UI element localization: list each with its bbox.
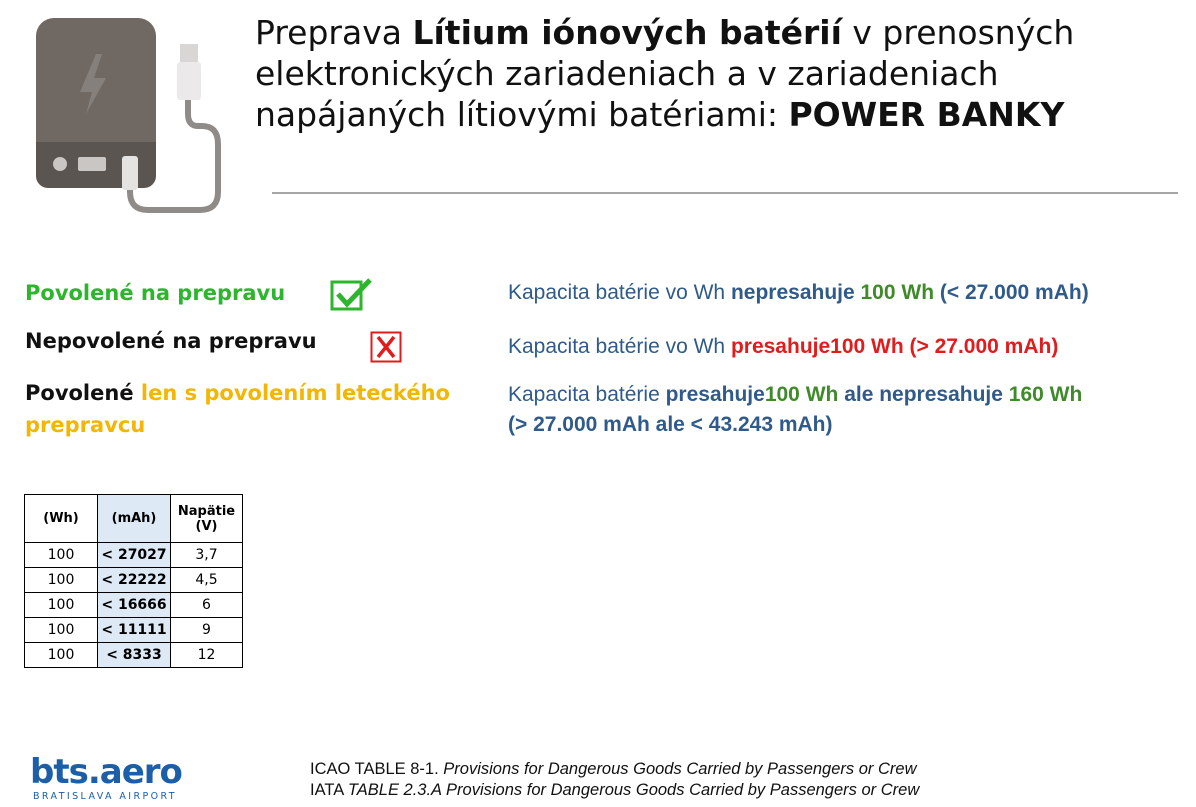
table-row <box>25 568 243 593</box>
reference-iata: IATA TABLE 2.3.A Provisions for Dangerous Goods Carried by Passengers or Crew <box>310 781 920 799</box>
table-row <box>25 543 243 568</box>
cell-voltage: 4,5 <box>171 568 243 593</box>
cell-voltage: 6 <box>171 593 243 618</box>
cell-voltage: 12 <box>171 643 243 668</box>
power-bank-icon <box>30 14 240 219</box>
logo-subtitle: BRATISLAVA AIRPORT <box>33 791 177 802</box>
table-header-row <box>25 495 243 543</box>
table-row <box>25 618 243 643</box>
cell-wh: 100 <box>25 593 98 618</box>
capacity-table <box>24 494 243 668</box>
cell-wh: 100 <box>25 618 98 643</box>
col-header-voltage: Napätie (V) <box>171 495 243 543</box>
legend-denied-desc: Kapacita batérie vo Wh presahuje100 Wh (> 27.000 mAh) <box>508 335 1059 358</box>
col-header-mah: (mAh) <box>98 495 171 543</box>
cell-mah: < 16666 <box>98 593 171 618</box>
table-row <box>25 643 243 668</box>
legend-denied-label: Nepovolené na prepravu <box>25 329 317 353</box>
table-row <box>25 593 243 618</box>
legend-permit-desc: Kapacita batérie presahuje100 Wh ale nepresahuje 160 Wh (> 27.000 mAh ale < 43.243 mAh) <box>508 383 1083 436</box>
cell-voltage: 3,7 <box>171 543 243 568</box>
cell-mah: < 27027 <box>98 543 171 568</box>
cell-voltage: 9 <box>171 618 243 643</box>
legend-permit-label: Povolené len s povolením leteckého prepravcu <box>25 381 450 437</box>
check-icon <box>330 277 374 313</box>
legend-allowed-label: Povolené na prepravu <box>25 281 286 305</box>
logo: bts.aero <box>30 752 182 792</box>
col-header-wh: (Wh) <box>25 495 98 543</box>
cell-mah: < 8333 <box>98 643 171 668</box>
x-box-icon <box>370 331 402 363</box>
page-title: Preprava Lítium iónových batérií v prenosných elektronických zariadeniach a v zariadeniach napájaných lítiovými batériami: POWER BANKY <box>255 13 1075 134</box>
divider <box>272 192 1178 194</box>
cell-wh: 100 <box>25 643 98 668</box>
legend-allowed-desc: Kapacita batérie vo Wh nepresahuje 100 Wh (< 27.000 mAh) <box>508 281 1089 304</box>
cell-wh: 100 <box>25 543 98 568</box>
reference-icao: ICAO TABLE 8-1. Provisions for Dangerous Goods Carried by Passengers or Crew <box>310 760 917 778</box>
cell-wh: 100 <box>25 568 98 593</box>
cell-mah: < 22222 <box>98 568 171 593</box>
cell-mah: < 11111 <box>98 618 171 643</box>
